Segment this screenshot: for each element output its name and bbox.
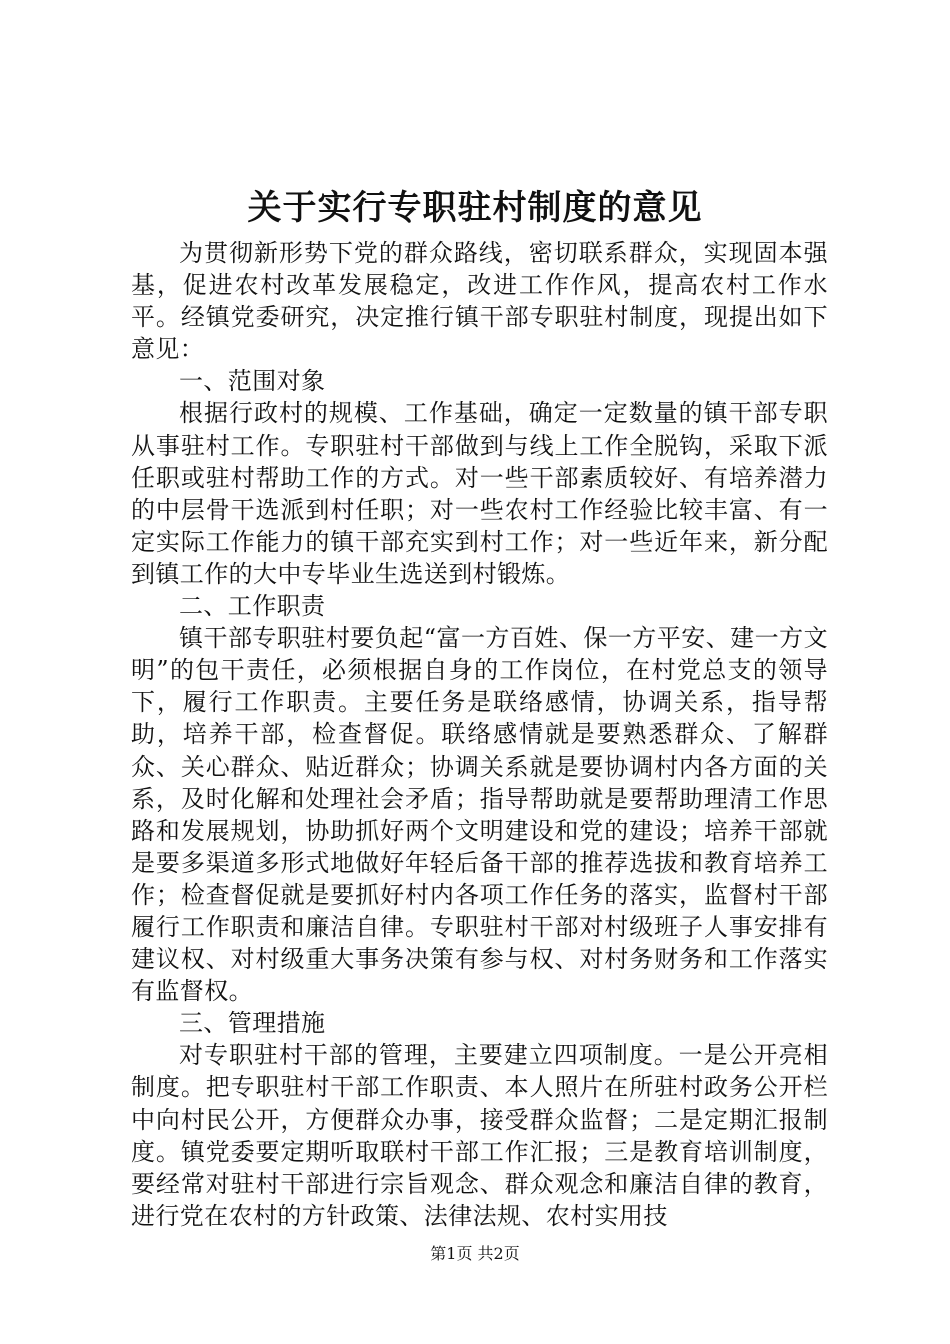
document-body (131, 237, 828, 1232)
section-heading-scope: 一、范围对象 (179, 367, 326, 396)
page-number-footer: 第1页 共2页 (430, 1244, 520, 1263)
section-heading-management: 三、管理措施 (179, 1009, 326, 1038)
paragraph-management: 对专职驻村干部的管理，主要建立四项制度。一是公开亮相制度。把专职驻村干部工作职责、本人照片在所驻村政务公开栏中向村民公开，方便群众办事，接受群众监督；二是定期汇报制度。镇党委要定期听取联村干部工作汇报；三是教育培训制度，要经常对驻村干部进行宗旨观念、群众观念和廉洁自律的教育，进行党在农村的方针政策、法律法规、农村实用技 (131, 1041, 828, 1230)
paragraph-intro: 为贯彻新形势下党的群众路线，密切联系群众，实现固本强基，促进农村改革发展稳定，改进工作作风，提高农村工作水平。经镇党委研究，决定推行镇干部专职驻村制度，现提出如下意见： (131, 239, 828, 364)
section-heading-duties: 二、工作职责 (179, 592, 326, 621)
document-title: 关于实行专职驻村制度的意见 (247, 188, 703, 228)
paragraph-duties: 镇干部专职驻村要负起“富一方百姓、保一方平安、建一方文明”的包干责任，必须根据自身的工作岗位，在村党总支的领导下，履行工作职责。主要任务是联络感情，协调关系，指导帮助，培养干部，检查督促。联络感情就是要熟悉群众、了解群众、关心群众、贴近群众；协调关系就是要协调村内各方面的关系，及时化解和处理社会矛盾；指导帮助就是要帮助理清工作思路和发展规划，协助抓好两个文明建设和党的建设；培养干部就是要多渠道多形式地做好年轻后备干部的推荐选拔和教育培养工作；检查督促就是要抓好村内各项工作任务的落实，监督村干部履行工作职责和廉洁自律。专职驻村干部对村级班子人事安排有建议权、对村级重大事务决策有参与权、对村务财务和工作落实有监督权。 (131, 624, 828, 1006)
paragraph-scope: 根据行政村的规模、工作基础，确定一定数量的镇干部专职从事驻村工作。专职驻村干部做到与线上工作全脱钩，采取下派任职或驻村帮助工作的方式。对一些干部素质较好、有培养潜力的中层骨干选派到村任职；对一些农村工作经验比较丰富、有一定实际工作能力的镇干部充实到村工作；对一些近年来，新分配到镇工作的大中专毕业生选送到村锻炼。 (131, 399, 828, 588)
